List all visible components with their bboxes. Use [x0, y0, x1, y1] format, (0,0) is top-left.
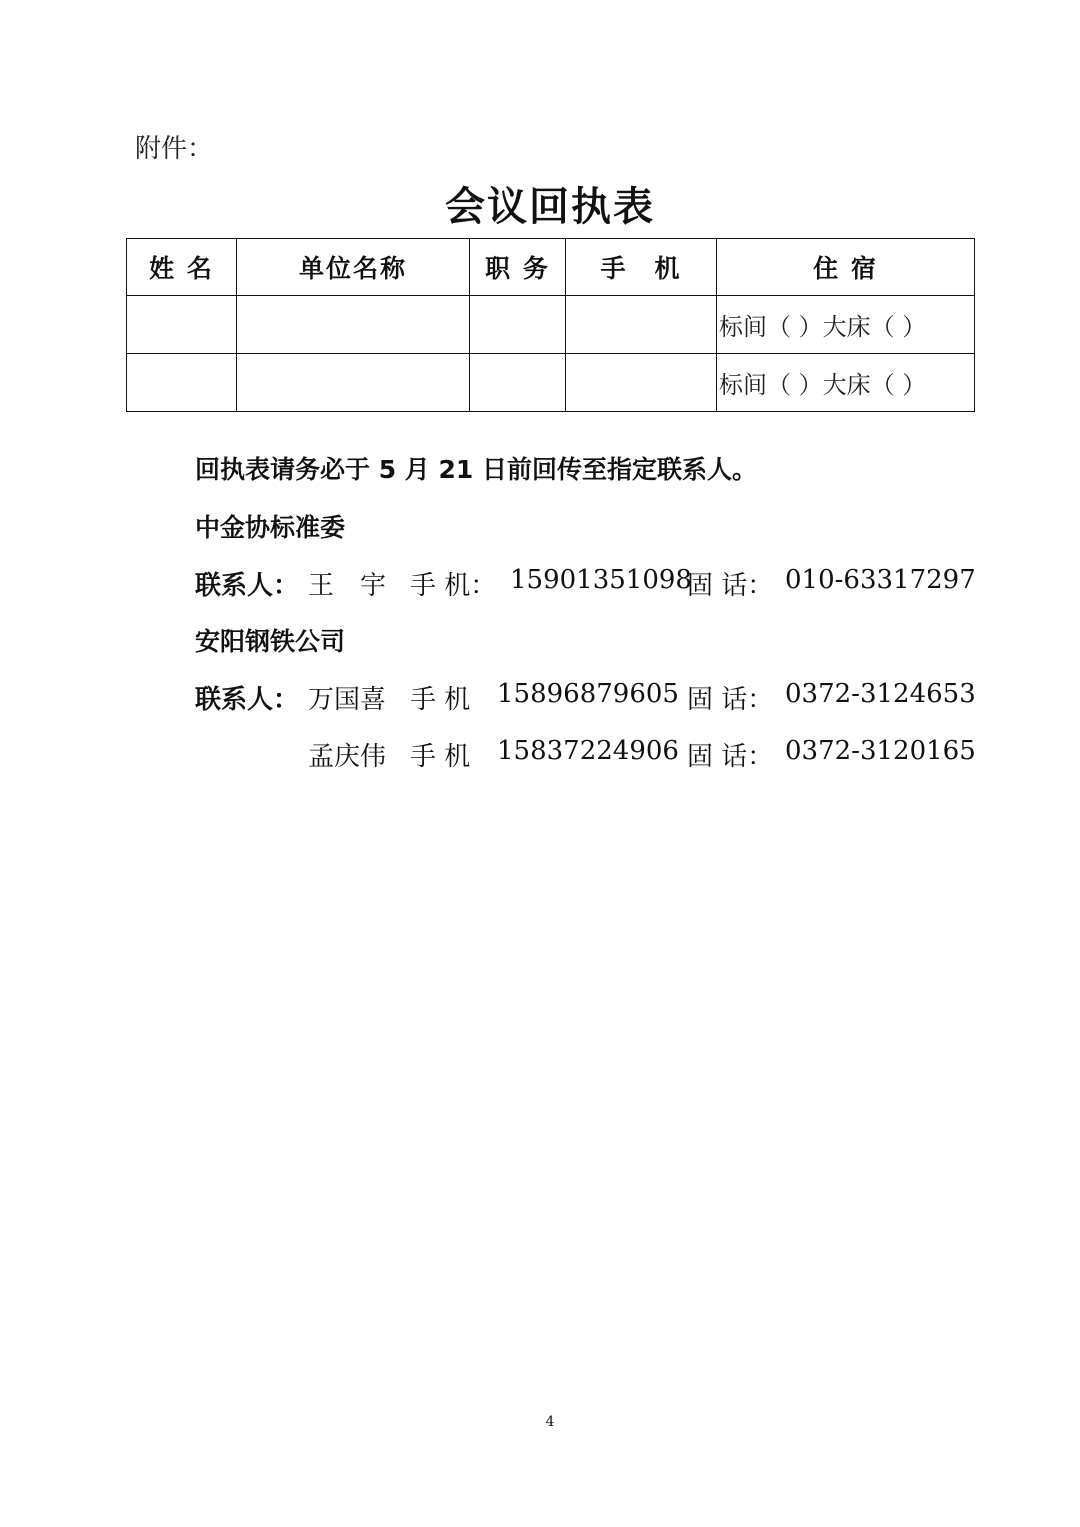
cell-organization[interactable] — [237, 354, 470, 412]
cell-mobile[interactable] — [566, 296, 717, 354]
deadline-note: 回执表请务必于 5 月 21 日前回传至指定联系人。 — [195, 455, 758, 484]
cell-mobile[interactable] — [566, 354, 717, 412]
header-organization: 单位名称 — [237, 239, 470, 296]
header-mobile: 手 机 — [566, 239, 717, 296]
contact-person: 万国喜 — [308, 685, 387, 715]
phone-number: 0372-3124653 — [785, 679, 976, 709]
phone-label: 固 话： — [687, 742, 774, 772]
phone-number: 0372-3120165 — [785, 736, 976, 766]
header-position: 职 务 — [470, 239, 566, 296]
mobile-number: 15896879605 — [497, 679, 679, 709]
contact-person: 王 宇 — [308, 571, 387, 601]
mobile-number: 15901351098 — [510, 565, 692, 595]
cell-organization[interactable] — [237, 296, 470, 354]
cell-position[interactable] — [470, 296, 566, 354]
attachment-label: 附件： — [135, 134, 214, 164]
phone-label: 固 话： — [687, 571, 774, 601]
org-name: 中金协标准委 — [195, 513, 346, 542]
cell-position[interactable] — [470, 354, 566, 412]
header-lodging: 住 宿 — [717, 239, 975, 296]
phone-number: 010-63317297 — [785, 565, 976, 595]
contact-label: 联系人： — [195, 685, 300, 715]
cell-name[interactable] — [127, 354, 237, 412]
page-title: 会议回执表 — [445, 184, 655, 230]
contact-label: 联系人： — [195, 571, 300, 601]
header-name: 姓 名 — [127, 239, 237, 296]
page-number: 4 — [545, 1414, 555, 1430]
cell-name[interactable] — [127, 296, 237, 354]
table-header-row — [127, 239, 975, 296]
mobile-label: 手 机 — [410, 685, 471, 715]
mobile-label: 手 机 — [410, 742, 471, 772]
cell-lodging[interactable]: 标间（ ）大床（ ） — [717, 354, 975, 412]
table-row — [127, 354, 975, 412]
mobile-number: 15837224906 — [497, 736, 679, 766]
org-name: 安阳钢铁公司 — [195, 627, 346, 656]
mobile-label: 手 机： — [410, 571, 497, 601]
receipt-table — [126, 238, 975, 412]
contact-person: 孟庆伟 — [308, 742, 387, 772]
cell-lodging[interactable]: 标间（ ）大床（ ） — [717, 296, 975, 354]
table-row — [127, 296, 975, 354]
phone-label: 固 话： — [687, 685, 774, 715]
